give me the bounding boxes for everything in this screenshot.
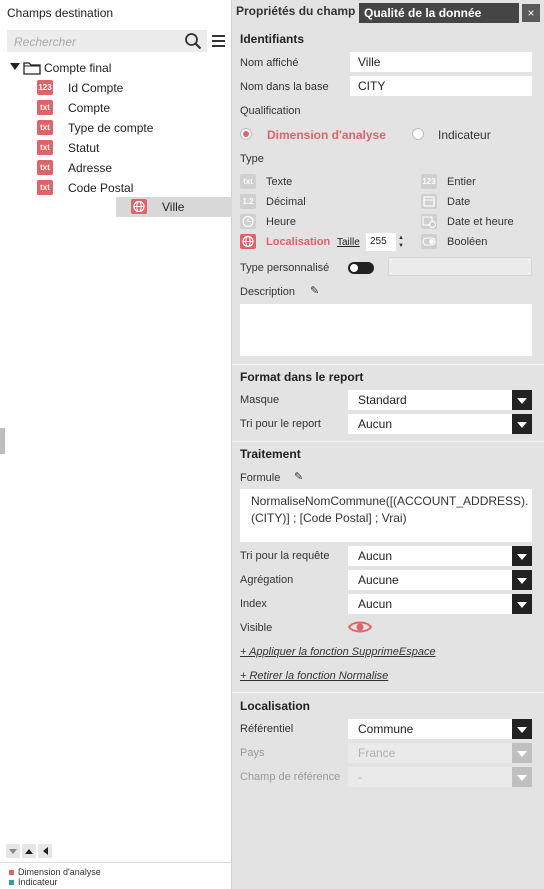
type-perso-label: Type personnalisé — [240, 262, 330, 274]
decimal-type-icon[interactable]: 1.2 — [240, 194, 256, 209]
tree-item-label: Code Postal — [68, 181, 134, 195]
formule-textarea[interactable] — [240, 489, 532, 542]
type-label: Type — [240, 153, 264, 165]
type-booleen[interactable]: Booléen — [447, 236, 488, 248]
taille-label: Taille — [337, 237, 360, 248]
qualification-label: Qualification — [240, 105, 301, 117]
number-type-icon: 123 — [37, 80, 53, 95]
legend-dimension — [9, 867, 101, 877]
text-type-icon: txt — [37, 160, 53, 175]
referentiel-select[interactable] — [348, 719, 532, 739]
tree-item-compte[interactable] — [22, 98, 232, 118]
masque-select[interactable] — [348, 390, 532, 410]
nom-base-input[interactable]: CITY — [350, 76, 532, 96]
nom-base-label: Nom dans la base — [240, 81, 329, 93]
number-type-icon[interactable]: 123 — [421, 174, 437, 189]
section-localisation: Localisation — [240, 699, 311, 713]
eye-icon[interactable] — [348, 619, 372, 635]
right-panel — [232, 0, 544, 889]
type-date[interactable]: Date — [447, 196, 471, 208]
champ-reference-select — [348, 767, 532, 787]
chevron-down-icon[interactable] — [512, 719, 532, 739]
index-select[interactable] — [348, 594, 532, 614]
type-heure[interactable]: Heure — [266, 216, 296, 228]
tree-item-label: Compte — [68, 101, 111, 115]
section-identifiants: Identifiants — [240, 32, 305, 46]
divider — [232, 441, 544, 442]
clock-icon[interactable] — [240, 214, 256, 229]
pays-value: France — [358, 746, 396, 760]
chevron-down-icon — [512, 767, 532, 787]
menu-icon[interactable] — [212, 35, 225, 47]
formule-line: (CITY)] ; [Code Postal] ; Vrai) — [251, 511, 407, 525]
tri-requete-label: Tri pour la requête — [240, 550, 330, 562]
type-perso-input — [388, 257, 532, 276]
legend-indicateur — [9, 877, 58, 887]
tree-item-label: Ville — [162, 200, 185, 214]
type-texte[interactable]: Texte — [266, 176, 293, 188]
tree-item-label: Id Compte — [68, 81, 124, 95]
search-placeholder: Rechercher — [14, 35, 77, 49]
agregation-select[interactable] — [348, 570, 532, 590]
text-type-icon: txt — [37, 140, 53, 155]
tree-item-code-postal[interactable] — [22, 178, 232, 198]
chevron-down-icon[interactable] — [512, 414, 532, 434]
legend-label: Dimension d'analyse — [18, 867, 101, 877]
index-value: Aucun — [358, 597, 393, 611]
agregation-value: Aucune — [358, 573, 399, 587]
left-panel — [0, 0, 232, 889]
expand-arrow-icon[interactable] — [10, 63, 20, 70]
section-traitement: Traitement — [240, 447, 301, 461]
pencil-icon[interactable]: ✎ — [310, 285, 320, 297]
type-entier[interactable]: Entier — [447, 176, 476, 188]
nom-affiche-input[interactable]: Ville — [350, 52, 532, 72]
tree-item-type-de-compte[interactable] — [22, 118, 232, 138]
pays-label: Pays — [240, 747, 265, 759]
search-icon[interactable] — [184, 32, 202, 50]
masque-label: Masque — [240, 394, 280, 406]
type-localisation[interactable]: Localisation — [266, 236, 331, 248]
globe-icon[interactable] — [240, 234, 256, 249]
divider — [0, 862, 232, 863]
pencil-icon[interactable]: ✎ — [294, 471, 304, 483]
calendar-clock-icon[interactable] — [421, 214, 437, 229]
panel-resize-handle[interactable] — [0, 428, 5, 454]
tri-report-select[interactable] — [348, 414, 532, 434]
visible-label: Visible — [240, 622, 273, 634]
radio-indicateur[interactable] — [412, 128, 424, 140]
index-label: Index — [240, 598, 267, 610]
legend-label: Indicateur — [18, 877, 58, 887]
referentiel-value: Commune — [358, 722, 414, 736]
remove-normalise-link[interactable]: + Retirer la fonction Normalise — [240, 670, 389, 682]
divider — [232, 364, 544, 365]
legend-swatch-dimension — [9, 870, 14, 875]
chevron-down-icon — [512, 743, 532, 763]
chevron-down-icon[interactable] — [512, 570, 532, 590]
tri-requete-select[interactable] — [348, 546, 532, 566]
formule-label: Formule — [240, 472, 281, 484]
type-perso-toggle[interactable] — [348, 262, 374, 274]
toggle-type-icon[interactable] — [421, 234, 437, 249]
champ-reference-value: - — [358, 770, 362, 784]
tri-report-label: Tri pour le report — [240, 418, 321, 430]
chevron-down-icon[interactable] — [512, 594, 532, 614]
radio-indicateur-label[interactable]: Indicateur — [438, 128, 491, 142]
champ-reference-label: Champ de référence — [240, 771, 341, 783]
tri-requete-value: Aucun — [358, 549, 393, 563]
search-input[interactable] — [7, 30, 207, 52]
text-type-icon: txt — [37, 100, 53, 115]
tree-item-adresse[interactable] — [22, 158, 232, 178]
radio-dimension[interactable] — [240, 128, 252, 140]
type-date-heure[interactable]: Date et heure — [447, 216, 514, 228]
nom-affiche-label: Nom affiché — [240, 57, 299, 69]
tab-qualite-de-la-donnee[interactable]: Qualité de la donnée — [359, 3, 519, 23]
masque-value: Standard — [358, 393, 407, 407]
calendar-icon[interactable] — [421, 194, 437, 209]
tree-item-label: Statut — [68, 141, 100, 155]
description-textarea[interactable] — [240, 304, 532, 356]
apply-supprime-espace-link[interactable]: + Appliquer la fonction SupprimeEspace — [240, 646, 436, 658]
tree-root-label: Compte final — [44, 61, 112, 75]
tab-bar — [232, 0, 544, 23]
tree-nav-buttons — [6, 844, 54, 858]
description-label: Description — [240, 286, 296, 298]
folder-icon — [23, 61, 41, 75]
globe-icon — [131, 199, 147, 214]
text-type-icon: txt — [37, 120, 53, 135]
divider — [232, 692, 544, 693]
chevron-down-icon[interactable] — [512, 546, 532, 566]
text-type-icon: txt — [37, 180, 53, 195]
tree-item-label: Type de compte — [68, 121, 154, 135]
taille-stepper-icon[interactable]: ▲ ▼ — [398, 235, 404, 249]
tree-item-id-compte[interactable] — [22, 78, 232, 98]
tree-item-label: Adresse — [68, 161, 113, 175]
pays-select — [348, 743, 532, 763]
tab-proprietes-du-champ[interactable]: Propriétés du champ — [236, 4, 356, 18]
text-type-icon[interactable]: txt — [240, 174, 256, 189]
tree-root-compte-final[interactable] — [10, 60, 230, 78]
referentiel-label: Référentiel — [240, 723, 294, 735]
chevron-down-icon[interactable] — [512, 390, 532, 410]
tree-item-statut[interactable] — [22, 138, 232, 158]
formule-line: NormaliseNomCommune([(ACCOUNT_ADDRESS). — [251, 494, 529, 508]
move-left-icon[interactable] — [38, 844, 52, 858]
tri-report-value: Aucun — [358, 417, 393, 431]
radio-dimension-label[interactable]: Dimension d'analyse — [267, 128, 386, 142]
agregation-label: Agrégation — [240, 574, 294, 586]
left-panel-title: Champs destination — [7, 6, 114, 20]
section-format: Format dans le report — [240, 370, 364, 384]
move-up-icon[interactable] — [22, 844, 36, 858]
legend-swatch-indicateur — [9, 880, 14, 885]
type-decimal[interactable]: Décimal — [266, 196, 306, 208]
taille-input[interactable]: 255 — [366, 233, 396, 251]
move-down-icon[interactable] — [6, 844, 20, 858]
close-icon[interactable]: × — [522, 4, 540, 22]
